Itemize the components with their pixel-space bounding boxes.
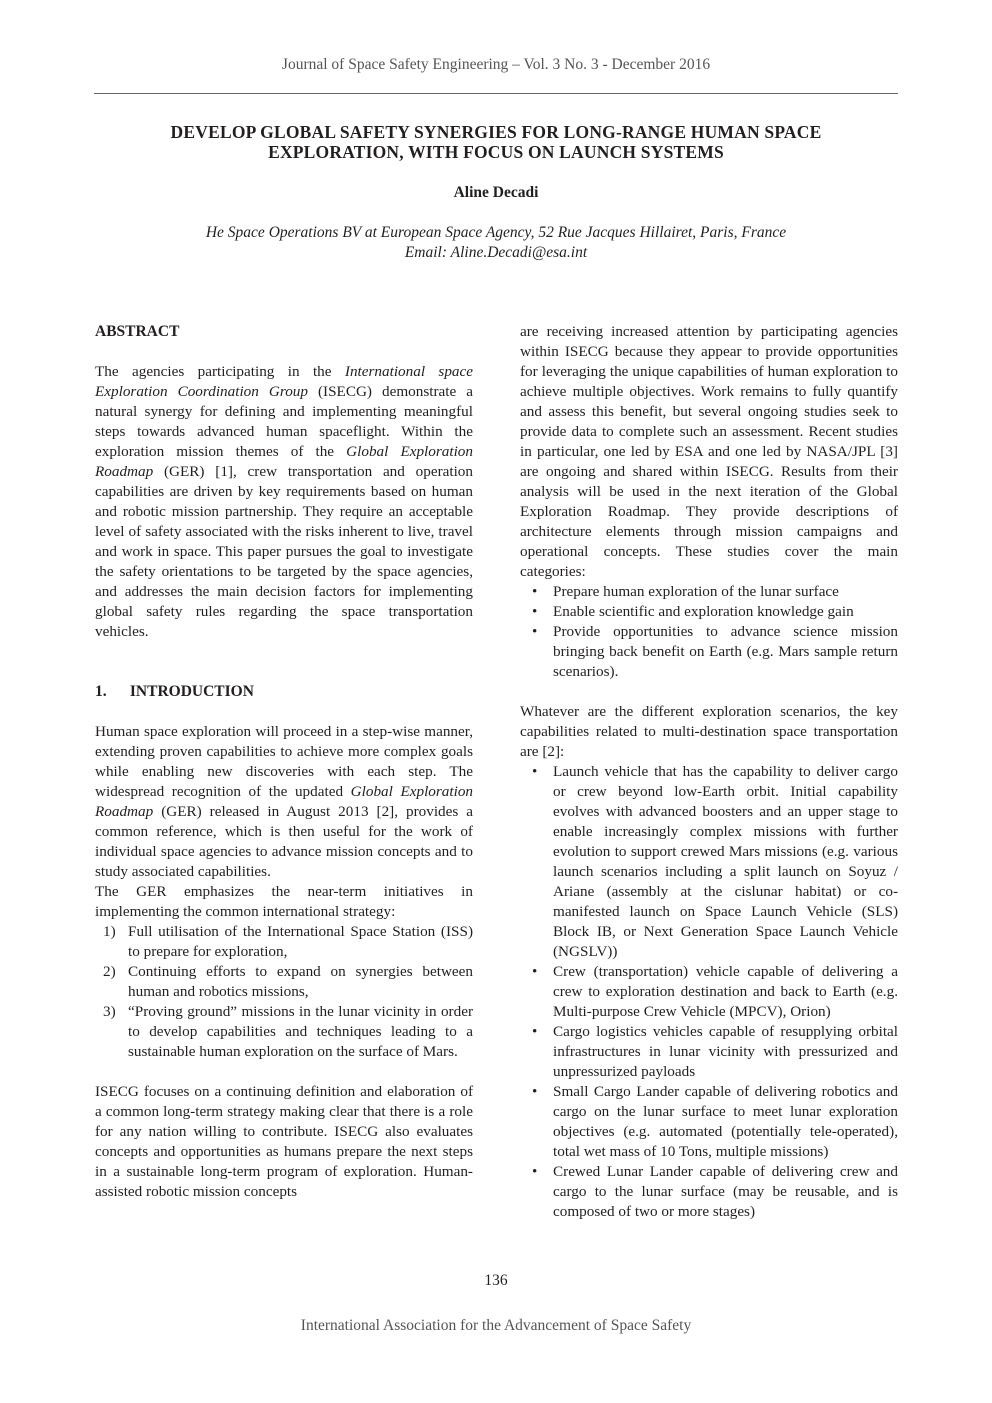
initiatives-list: [95, 922, 473, 1062]
list-item: • Cargo logistics vehicles capable of resupplying orbital infrastructures in lunar vicinity with pressurized and unpressurized payloads: [520, 1022, 898, 1082]
intro-paragraph-4: are receiving increased attention by participating agencies within ISECG because they appear to provide opportunities for leveraging the unique capabilities of human exploration to achieve multiple objectives. Work remains to fully quantify and assess this benefit, but several ongoing studies seek to provide data to complete such an assessment. Recent studies in particular, one led by ESA and one led by NASA/JPL [3] are ongoing and shared within ISECG. Results from their analysis will be used in the next iteration of the Global Exploration Roadmap. They provide descriptions of architecture elements through mission campaigns and operational concepts. These studies cover the main categories:: [520, 323, 898, 580]
header-rule: [94, 93, 898, 94]
abstract-heading: ABSTRACT: [95, 323, 180, 340]
page-number: 136: [484, 1272, 508, 1289]
intro-paragraph-5: Whatever are the different exploration scenarios, the key capabilities related to multi-destination space transportation are [2]:: [520, 703, 898, 760]
list-item: • Small Cargo Lander capable of delivering robotics and cargo on the lunar surface to meet lunar exploration objectives (e.g. automated (potentially tele-operated), total wet mass of 10 Tons, multiple missions): [520, 1082, 898, 1162]
list-item: 3) “Proving ground” missions in the lunar vicinity in order to develop capabilities and techniques leading to a sustainable human exploration on the surface of Mars.: [103, 1003, 473, 1060]
intro-paragraph-1: Human space exploration will proceed in a step-wise manner, extending proven capabilities to achieve more complex goals while enabling new discoveries with each step. The widespread recognition of the updated Global Exploration Roadmap (GER) released in August 2013 [2], provides a common reference, which is then useful for the work of individual space agencies to advance mission concepts and to study associated capabilities.: [95, 723, 474, 880]
list-item: 2) Continuing efforts to expand on synergies between human and robotics missions,: [103, 963, 473, 1000]
list-item: • Provide opportunities to advance science mission bringing back benefit on Earth (e.g. Mars sample return scenarios).: [520, 622, 898, 682]
list-item: • Crewed Lunar Lander capable of delivering crew and cargo to the lunar surface (may be reusable, and is composed of two or more stages): [520, 1162, 898, 1222]
journal-header: Journal of Space Safety Engineering – Vol. 3 No. 3 - December 2016: [281, 56, 711, 73]
right-column: [520, 322, 898, 1222]
list-item: • Crew (transportation) vehicle capable of delivering a crew to exploration destination and back to Earth (e.g. Multi-purpose Crew Vehicle (MPCV), Orion): [520, 962, 898, 1022]
author-name: Aline Decadi: [453, 184, 539, 201]
introduction-heading: 1. INTRODUCTION: [95, 683, 254, 700]
affiliation: He Space Operations BV at European Space Agency, 52 Rue Jacques Hillairet, Paris, France: [205, 224, 787, 241]
intro-paragraph-3: ISECG focuses on a continuing definition and elaboration of a common long-term strategy making clear that there is a role for any nation willing to contribute. ISECG also evaluates concepts and opportunities as humans prepare the next steps in a sustainable long-term program of exploration. Human-assisted robotic mission concepts: [95, 1083, 473, 1200]
abstract-text: The agencies participating in the International space Exploration Coordination Group (ISECG) demonstrate a natural synergy for defining and implementing meaningful steps towards advanced human spaceflight. Within the exploration mission themes of the Global Exploration Roadmap (GER) [1], crew transportation and operation capabilities are driven by key requirements based on human and robotic mission partnership. They require an acceptable level of safety associated with the risks inherent to live, travel and work in space. This paper pursues the goal to investigate the safety orientations to be targeted by the space agencies, and addresses the main decision factors for implementing global safety rules regarding the space transportation vehicles.: [95, 363, 473, 640]
list-item: • Launch vehicle that has the capability to deliver cargo or crew beyond low-Earth orbit. Initial capability evolves with advanced boosters and an upper stage to enable increasingly complex missions with further evolution to support crewed Mars missions (e.g. various launch scenarios including a split launch on Soyuz / Ariane (assembly at the cislunar habitat) or co-manifested launch on Space Launch Vehicle (SLS) Block IB, or Next Generation Space Launch Vehicle (NGSLV)): [520, 762, 898, 962]
categories-list: [520, 582, 898, 682]
affiliation-block: [0, 223, 992, 263]
intro-paragraph-2: The GER emphasizes the near-term initiatives in implementing the common international strategy:: [95, 883, 473, 920]
title-line-1: DEVELOP GLOBAL SAFETY SYNERGIES FOR LONG-RANGE HUMAN SPACE: [170, 122, 822, 142]
capabilities-list: [520, 762, 898, 1222]
author-email: Email: Aline.Decadi@esa.int: [404, 244, 588, 261]
paper-title: [94, 122, 898, 162]
footer-organization: International Association for the Advancement of Space Safety: [300, 1317, 692, 1334]
left-column: [95, 322, 473, 1202]
list-item: 1) Full utilisation of the International Space Station (ISS) to prepare for exploration,: [103, 923, 473, 960]
list-item: • Enable scientific and exploration knowledge gain: [520, 602, 898, 622]
list-item: • Prepare human exploration of the lunar surface: [520, 582, 898, 602]
title-line-2: EXPLORATION, WITH FOCUS ON LAUNCH SYSTEMS: [268, 142, 724, 162]
